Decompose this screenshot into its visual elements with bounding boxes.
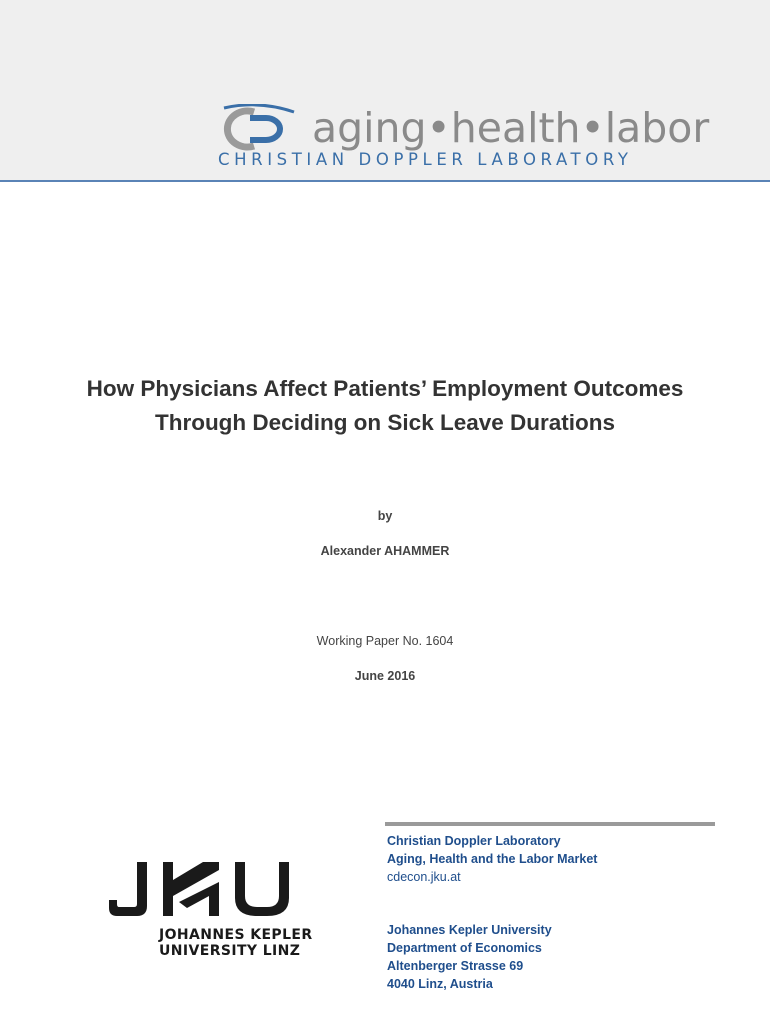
university-name xyxy=(159,927,313,959)
byline: by xyxy=(377,509,393,523)
department-name: Department of Economics xyxy=(387,941,542,955)
university-address-block xyxy=(387,921,552,993)
lab-name: Christian Doppler Laboratory xyxy=(387,834,561,848)
logo-subtitle: CHRISTIAN DOPPLER LABORATORY xyxy=(218,150,633,169)
lab-logo xyxy=(214,98,724,178)
city-address: 4040 Linz, Austria xyxy=(387,977,493,991)
university-full-name: Johannes Kepler University xyxy=(387,923,552,937)
university-name-line1: JOHANNES KEPLER xyxy=(159,927,313,943)
jku-logo-icon xyxy=(107,860,292,918)
paper-title: How Physicians Affect Patients’ Employment Outcomes Through Deciding on Sick Leave Durations xyxy=(86,376,684,435)
logo-wordmark: aging•health•labor xyxy=(312,104,710,152)
street-address: Altenberger Strasse 69 xyxy=(387,959,524,973)
lab-url-link[interactable]: cdecon.jku.at xyxy=(387,870,461,884)
header-divider xyxy=(0,180,770,182)
publication-date: June 2016 xyxy=(354,669,416,683)
university-name-line2: UNIVERSITY LINZ xyxy=(159,943,301,959)
working-paper-number: Working Paper No. 1604 xyxy=(316,634,454,648)
lab-topic: Aging, Health and the Labor Market xyxy=(387,852,598,866)
lab-contact-block xyxy=(387,832,597,886)
cd-logo-icon xyxy=(214,104,304,154)
contact-divider xyxy=(385,822,715,826)
author-name: Alexander AHAMMER xyxy=(320,544,450,558)
